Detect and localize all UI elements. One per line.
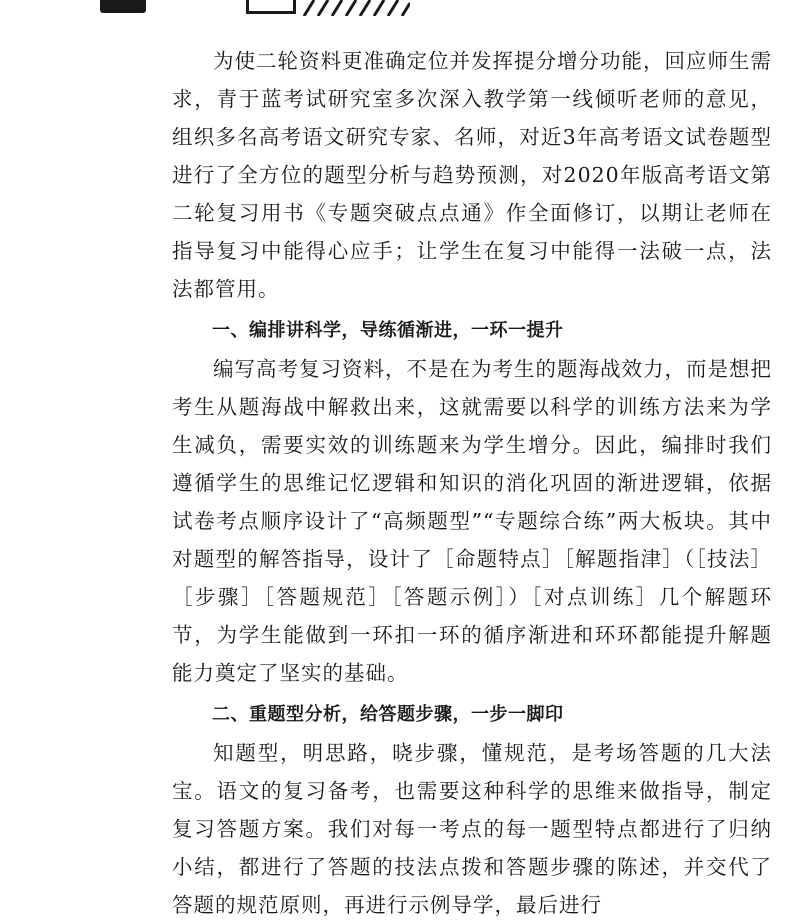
section-1-paragraph: 编写高考复习资料，不是在为考生的题海战效力，而是想把考生从题海战中解救出来，这就需要以科学的训练方法来为学生减负，需要实效的训练题来为学生增分。因此，编排时我们遵循学生的思维记忆逻辑和知识的消化巩固的渐进逻辑，依据试卷考点顺序设计了“高频题型”“专题综合练”两大板块。其中对题型的解答指导，设计了［命题特点］［解题指津］（［技法］［步骤］［答题规范］［答题示例］）［对点训练］几个解题环节，为学生能做到一环扣一环的循序渐进和环环都能提升解题能力奠定了坚实的基础。 <box>172 357 772 685</box>
header-decoration-box <box>246 0 296 14</box>
section-heading-2: 二、重题型分析，给答题步骤，一步一脚印 <box>212 704 564 725</box>
section-heading-1: 一、编排讲科学，导练循渐进，一环一提升 <box>212 320 564 341</box>
intro-paragraph: 为使二轮资料更准确定位并发挥提分增分功能，回应师生需求，青于蓝考试研究室多次深入教学第一线倾听老师的意见，组织多名高考语文研究专家、名师，对近3年高考语文试卷题型进行了全方位的题型分析与趋势预测，对2020年版高考语文第二轮复习用书《专题突破点点通》作全面修订，以期让老师在指导复习中能得心应手；让学生在复习中能得一法破一点，法法都管用。 <box>172 49 772 301</box>
header-decoration-bar <box>100 0 146 13</box>
header-hatch-decoration <box>300 0 410 16</box>
document-body <box>172 42 772 924</box>
section-2-paragraph: 知题型，明思路，晓步骤，懂规范，是考场答题的几大法宝。语文的复习备考，也需要这种科学的思维来做指导，制定复习答题方案。我们对每一考点的每一题型特点都进行了归纳小结，都进行了答题的技法点拨和答题步骤的陈述，并交代了答题的规范原则，再进行示例导学，最后进行 <box>172 741 772 917</box>
